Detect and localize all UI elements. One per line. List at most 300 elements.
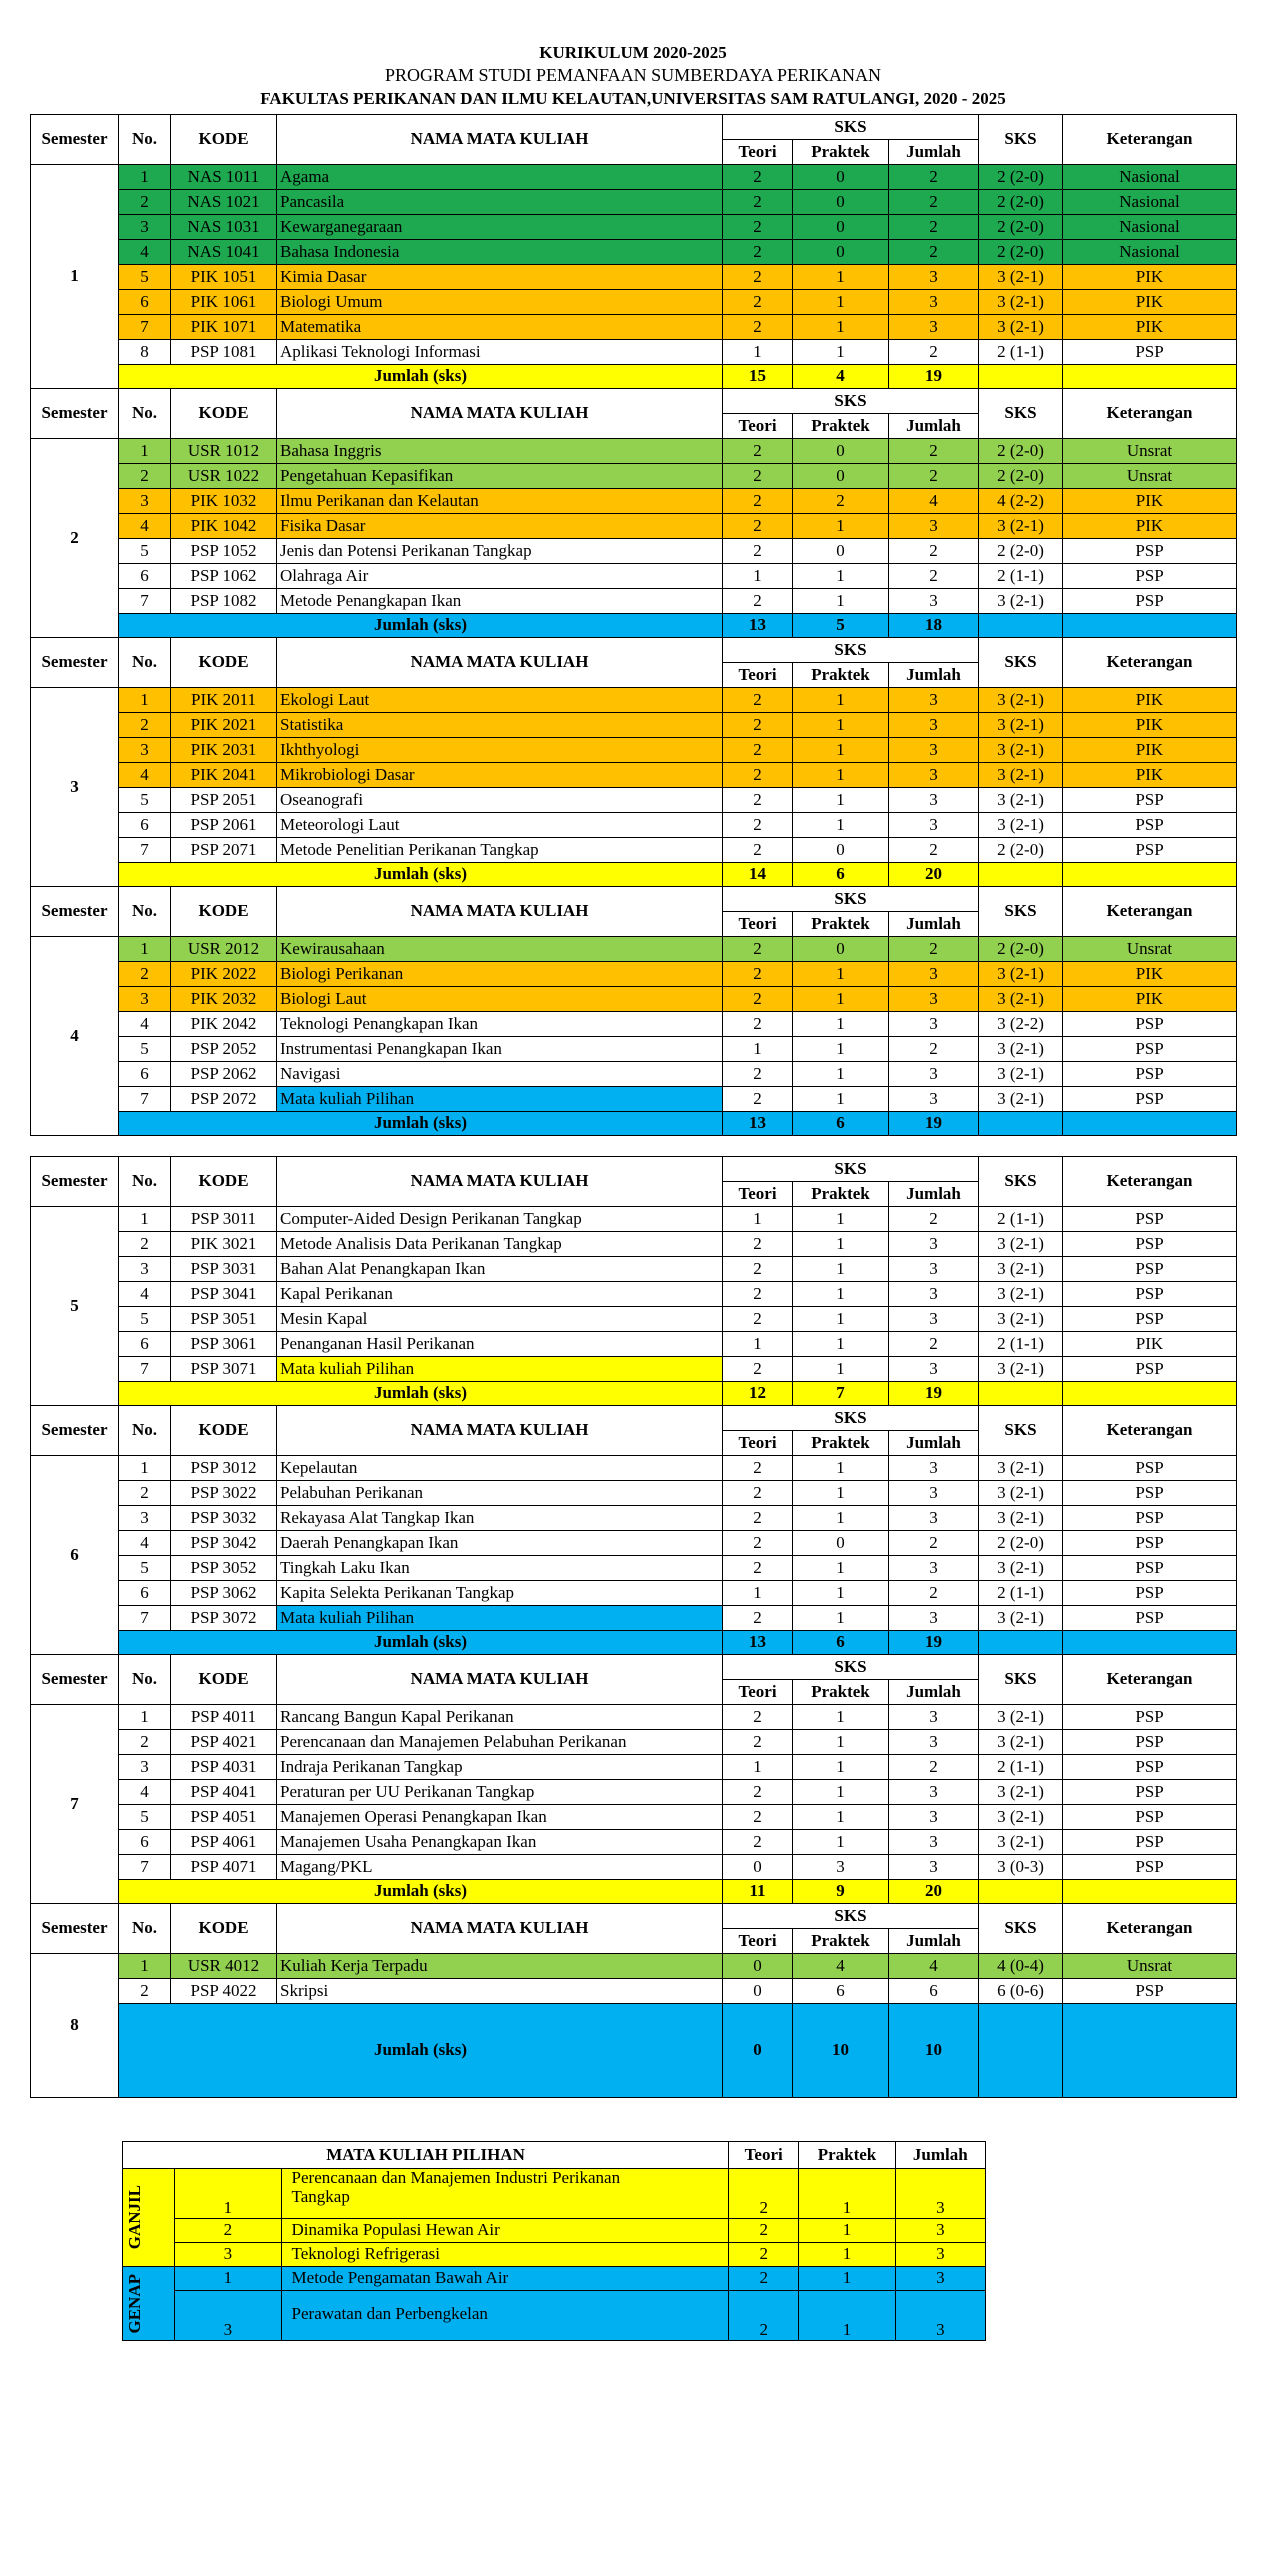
col-no-header: No. [119,115,171,165]
elective-teori-header: Teori [729,2142,799,2169]
course-praktek: 1 [793,290,889,315]
course-praktek: 1 [793,1062,889,1087]
course-praktek: 1 [793,1332,889,1357]
course-name: Aplikasi Teknologi Informasi [277,340,723,365]
course-name: Skripsi [277,1979,723,2004]
course-row [31,240,1237,265]
elective-name [281,2219,729,2243]
course-teori: 2 [723,738,793,763]
course-keterangan: Nasional [1063,190,1237,215]
col-sks-header: SKS [979,115,1063,165]
total-sks-blank [979,365,1063,389]
total-keterangan-blank [1063,1382,1237,1406]
course-code: PIK 1042 [171,514,277,539]
course-jumlah: 3 [889,1506,979,1531]
course-no: 3 [119,1755,171,1780]
course-jumlah: 3 [889,1282,979,1307]
course-row [31,1855,1237,1880]
elective-praktek: 1 [799,2267,895,2291]
semester-number: 2 [31,439,119,638]
course-row [31,190,1237,215]
course-no: 2 [119,962,171,987]
course-code: NAS 1041 [171,240,277,265]
elective-row [123,2169,986,2219]
course-sks: 3 (2-1) [979,1730,1063,1755]
course-sks: 3 (2-1) [979,1087,1063,1112]
course-praktek: 1 [793,987,889,1012]
course-sks: 3 (2-1) [979,1830,1063,1855]
course-praktek: 1 [793,1581,889,1606]
course-keterangan: PSP [1063,1012,1237,1037]
course-teori: 2 [723,1087,793,1112]
course-code: PSP 3031 [171,1257,277,1282]
elective-no: 1 [175,2169,281,2219]
col-nama-header: NAMA MATA KULIAH [277,1157,723,1207]
course-sks: 3 (2-1) [979,1556,1063,1581]
course-no: 7 [119,315,171,340]
total-teori: 13 [723,1631,793,1655]
total-praktek: 5 [793,614,889,638]
course-keterangan: PIK [1063,265,1237,290]
course-jumlah: 2 [889,340,979,365]
course-name: Computer-Aided Design Perikanan Tangkap [277,1207,723,1232]
course-keterangan: Nasional [1063,215,1237,240]
course-praktek: 1 [793,265,889,290]
course-sks: 3 (2-1) [979,1606,1063,1631]
course-jumlah: 2 [889,838,979,863]
course-code: PSP 4011 [171,1705,277,1730]
col-no-header: No. [119,638,171,688]
course-row [31,1954,1237,1979]
course-name: Kapal Perikanan [277,1282,723,1307]
course-code: PIK 3021 [171,1232,277,1257]
course-code: PSP 1081 [171,340,277,365]
course-name: Tingkah Laku Ikan [277,1556,723,1581]
course-row [31,439,1237,464]
course-no: 5 [119,1037,171,1062]
col-jumlah-header: Jumlah [889,1929,979,1954]
course-sks: 3 (2-1) [979,514,1063,539]
course-teori: 0 [723,1855,793,1880]
course-jumlah: 3 [889,1780,979,1805]
course-code: PSP 3052 [171,1556,277,1581]
course-name: Bahasa Indonesia [277,240,723,265]
course-code: NAS 1011 [171,165,277,190]
course-praktek: 1 [793,1357,889,1382]
semester-header-row [31,1655,1237,1680]
course-sks: 4 (0-4) [979,1954,1063,1979]
course-name: Metode Penelitian Perikanan Tangkap [277,838,723,863]
course-no: 1 [119,439,171,464]
col-no-header: No. [119,887,171,937]
course-row [31,1755,1237,1780]
course-row [31,1581,1237,1606]
course-no: 5 [119,539,171,564]
total-jumlah: 10 [889,2004,979,2098]
semester-header-row [31,115,1237,140]
course-code: PSP 2072 [171,1087,277,1112]
course-keterangan: PSP [1063,1979,1237,2004]
course-no: 4 [119,1012,171,1037]
course-name: Magang/PKL [277,1855,723,1880]
course-teori: 2 [723,763,793,788]
course-no: 5 [119,1556,171,1581]
course-name: Bahasa Inggris [277,439,723,464]
elective-no: 2 [175,2219,281,2243]
course-row [31,1481,1237,1506]
course-keterangan: PSP [1063,1456,1237,1481]
course-teori: 2 [723,1506,793,1531]
course-row [31,1062,1237,1087]
course-code: USR 2012 [171,937,277,962]
course-no: 6 [119,1332,171,1357]
course-teori: 2 [723,1232,793,1257]
course-jumlah: 2 [889,1332,979,1357]
col-praktek-header: Praktek [793,663,889,688]
course-no: 1 [119,1705,171,1730]
col-nama-header: NAMA MATA KULIAH [277,1406,723,1456]
course-code: PIK 1061 [171,290,277,315]
elective-group-label [123,2169,175,2267]
semester-total-row [31,1112,1237,1136]
col-sks-header: SKS [979,1655,1063,1705]
col-sks-group-header: SKS [723,1904,979,1929]
course-code: NAS 1031 [171,215,277,240]
course-jumlah: 4 [889,1954,979,1979]
course-keterangan: PSP [1063,1506,1237,1531]
course-row [31,738,1237,763]
course-row [31,1012,1237,1037]
col-teori-header: Teori [723,140,793,165]
course-praktek: 1 [793,1606,889,1631]
total-praktek: 10 [793,2004,889,2098]
course-code: PSP 2061 [171,813,277,838]
elective-praktek-header: Praktek [799,2142,895,2169]
course-sks: 2 (2-0) [979,464,1063,489]
total-praktek: 6 [793,1631,889,1655]
semester-header-row [31,1406,1237,1431]
course-code: PIK 2042 [171,1012,277,1037]
total-teori: 15 [723,365,793,389]
course-praktek: 1 [793,738,889,763]
course-teori: 2 [723,1012,793,1037]
course-row [31,265,1237,290]
course-jumlah: 6 [889,1979,979,2004]
course-sks: 3 (2-1) [979,1506,1063,1531]
course-sks: 3 (0-3) [979,1855,1063,1880]
course-sks: 3 (2-1) [979,1357,1063,1382]
course-name: Biologi Perikanan [277,962,723,987]
course-keterangan: PSP [1063,1830,1237,1855]
course-jumlah: 2 [889,1755,979,1780]
col-sks-group-header: SKS [723,389,979,414]
course-jumlah: 3 [889,1357,979,1382]
course-no: 3 [119,1257,171,1282]
course-jumlah: 3 [889,514,979,539]
course-praktek: 1 [793,1705,889,1730]
course-row [31,838,1237,863]
col-semester-header: Semester [31,1655,119,1705]
course-keterangan: Unsrat [1063,439,1237,464]
course-teori: 2 [723,713,793,738]
course-sks: 2 (1-1) [979,1332,1063,1357]
total-sks-blank [979,1880,1063,1904]
course-no: 3 [119,215,171,240]
course-no: 5 [119,1805,171,1830]
col-no-header: No. [119,389,171,439]
course-sks: 2 (1-1) [979,564,1063,589]
course-keterangan: PIK [1063,489,1237,514]
elective-teori: 2 [729,2267,799,2291]
course-sks: 3 (2-1) [979,589,1063,614]
course-code: PSP 4051 [171,1805,277,1830]
elective-praktek: 1 [799,2169,895,2219]
course-sks: 3 (2-1) [979,688,1063,713]
course-code: PSP 2052 [171,1037,277,1062]
course-name: Navigasi [277,1062,723,1087]
semester-number: 6 [31,1456,119,1655]
total-label: Jumlah (sks) [119,614,723,638]
course-teori: 2 [723,1531,793,1556]
course-jumlah: 3 [889,813,979,838]
course-jumlah: 3 [889,1730,979,1755]
total-sks-blank [979,2004,1063,2098]
col-jumlah-header: Jumlah [889,663,979,688]
course-jumlah: 3 [889,1456,979,1481]
elective-teori: 2 [729,2219,799,2243]
course-praktek: 1 [793,788,889,813]
course-jumlah: 3 [889,1012,979,1037]
course-keterangan: Nasional [1063,240,1237,265]
course-row [31,165,1237,190]
course-name: Pancasila [277,190,723,215]
course-keterangan: PSP [1063,1307,1237,1332]
course-row [31,1780,1237,1805]
col-no-header: No. [119,1904,171,1954]
col-no-header: No. [119,1157,171,1207]
course-no: 4 [119,240,171,265]
course-jumlah: 3 [889,763,979,788]
course-sks: 3 (2-1) [979,1481,1063,1506]
elective-header-row [123,2142,986,2169]
col-kode-header: KODE [171,638,277,688]
total-jumlah: 20 [889,863,979,887]
course-row [31,1087,1237,1112]
course-no: 2 [119,464,171,489]
course-jumlah: 3 [889,1257,979,1282]
col-kode-header: KODE [171,1157,277,1207]
course-praktek: 1 [793,1830,889,1855]
course-no: 4 [119,763,171,788]
course-row [31,514,1237,539]
course-no: 7 [119,1357,171,1382]
course-praktek: 1 [793,962,889,987]
course-praktek: 1 [793,1481,889,1506]
col-nama-header: NAMA MATA KULIAH [277,887,723,937]
course-sks: 3 (2-1) [979,1037,1063,1062]
course-name: Rancang Bangun Kapal Perikanan [277,1705,723,1730]
course-teori: 1 [723,564,793,589]
course-sks: 3 (2-1) [979,1805,1063,1830]
course-name: Metode Penangkapan Ikan [277,589,723,614]
course-jumlah: 3 [889,1232,979,1257]
course-name: Manajemen Usaha Penangkapan Ikan [277,1830,723,1855]
col-sks-group-header: SKS [723,115,979,140]
course-row [31,1207,1237,1232]
course-row [31,1506,1237,1531]
course-name: Mata kuliah Pilihan [277,1357,723,1382]
course-name: Instrumentasi Penangkapan Ikan [277,1037,723,1062]
course-praktek: 0 [793,215,889,240]
course-sks: 3 (2-1) [979,290,1063,315]
course-name: Meteorologi Laut [277,813,723,838]
semester-header-row [31,1904,1237,1929]
course-sks: 3 (2-1) [979,788,1063,813]
elective-jumlah: 3 [895,2267,985,2291]
col-teori-header: Teori [723,912,793,937]
course-keterangan: PIK [1063,315,1237,340]
course-praktek: 1 [793,1037,889,1062]
course-code: PIK 2041 [171,763,277,788]
course-praktek: 1 [793,315,889,340]
course-code: PIK 2031 [171,738,277,763]
total-praktek: 9 [793,1880,889,1904]
course-teori: 2 [723,165,793,190]
course-row [31,1282,1237,1307]
course-keterangan: Unsrat [1063,937,1237,962]
course-name: Mata kuliah Pilihan [277,1606,723,1631]
course-code: USR 1022 [171,464,277,489]
course-row [31,1730,1237,1755]
course-row [31,1830,1237,1855]
course-sks: 2 (2-0) [979,215,1063,240]
course-name: Perencanaan dan Manajemen Pelabuhan Perikanan [277,1730,723,1755]
semester-header-row [31,1157,1237,1182]
elective-row [123,2267,986,2291]
course-praktek: 1 [793,1780,889,1805]
course-keterangan: PIK [1063,1332,1237,1357]
course-teori: 2 [723,589,793,614]
col-sks-header: SKS [979,638,1063,688]
course-keterangan: PSP [1063,1855,1237,1880]
course-sks: 3 (2-1) [979,987,1063,1012]
course-name: Fisika Dasar [277,514,723,539]
course-jumlah: 3 [889,713,979,738]
course-row [31,1037,1237,1062]
course-name: Daerah Penangkapan Ikan [277,1531,723,1556]
course-no: 2 [119,1979,171,2004]
course-teori: 2 [723,514,793,539]
course-name: Jenis dan Potensi Perikanan Tangkap [277,539,723,564]
course-praktek: 0 [793,240,889,265]
semester-total-row [31,1382,1237,1406]
col-kode-header: KODE [171,1406,277,1456]
course-praktek: 0 [793,937,889,962]
course-row [31,315,1237,340]
course-keterangan: PIK [1063,514,1237,539]
elective-name-line1: Metode Pengamatan Bawah Air [291,2268,509,2288]
course-keterangan: PSP [1063,1531,1237,1556]
course-code: PSP 4061 [171,1830,277,1855]
course-jumlah: 2 [889,564,979,589]
course-row [31,1531,1237,1556]
course-code: PIK 2021 [171,713,277,738]
course-row [31,489,1237,514]
course-no: 1 [119,1954,171,1979]
course-name: Bahan Alat Penangkapan Ikan [277,1257,723,1282]
course-code: NAS 1021 [171,190,277,215]
elective-jumlah: 3 [895,2291,985,2341]
course-code: USR 1012 [171,439,277,464]
course-jumlah: 3 [889,987,979,1012]
course-teori: 2 [723,290,793,315]
col-teori-header: Teori [723,663,793,688]
total-sks-blank [979,1112,1063,1136]
col-no-header: No. [119,1655,171,1705]
course-teori: 2 [723,1282,793,1307]
course-teori: 0 [723,1954,793,1979]
course-row [31,539,1237,564]
course-name: Kapita Selekta Perikanan Tangkap [277,1581,723,1606]
course-row [31,215,1237,240]
col-semester-header: Semester [31,887,119,937]
course-name: Kewirausahaan [277,937,723,962]
elective-name [281,2291,729,2341]
col-keterangan-header: Keterangan [1063,887,1237,937]
course-teori: 2 [723,1556,793,1581]
course-row [31,937,1237,962]
course-jumlah: 3 [889,290,979,315]
course-jumlah: 3 [889,1556,979,1581]
course-row [31,763,1237,788]
course-row [31,788,1237,813]
total-jumlah: 19 [889,1382,979,1406]
course-teori: 2 [723,813,793,838]
course-no: 1 [119,937,171,962]
course-keterangan: PSP [1063,340,1237,365]
course-keterangan: PSP [1063,1705,1237,1730]
col-jumlah-header: Jumlah [889,1680,979,1705]
course-teori: 2 [723,1780,793,1805]
course-jumlah: 2 [889,1207,979,1232]
total-sks-blank [979,863,1063,887]
course-sks: 2 (1-1) [979,1755,1063,1780]
course-sks: 3 (2-1) [979,813,1063,838]
course-row [31,1705,1237,1730]
course-row [31,1332,1237,1357]
course-teori: 2 [723,190,793,215]
course-jumlah: 3 [889,1307,979,1332]
course-keterangan: PSP [1063,1606,1237,1631]
course-jumlah: 3 [889,1705,979,1730]
elective-no: 3 [175,2291,281,2341]
semester-total-row [31,1880,1237,1904]
course-teori: 2 [723,937,793,962]
course-teori: 1 [723,1037,793,1062]
course-code: PSP 1082 [171,589,277,614]
elective-name [281,2267,729,2291]
course-code: PSP 4071 [171,1855,277,1880]
course-teori: 2 [723,539,793,564]
course-name: Statistika [277,713,723,738]
course-teori: 2 [723,1481,793,1506]
course-sks: 3 (2-1) [979,1456,1063,1481]
semester-header-row [31,638,1237,663]
total-jumlah: 18 [889,614,979,638]
course-no: 7 [119,838,171,863]
course-no: 5 [119,1307,171,1332]
course-praktek: 3 [793,1855,889,1880]
